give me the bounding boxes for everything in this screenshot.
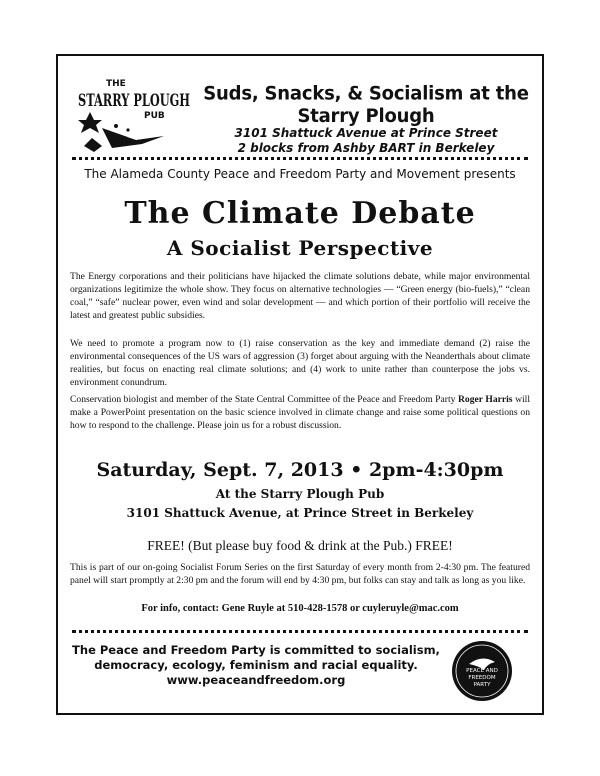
divider-top — [72, 157, 528, 160]
svg-text:PARTY: PARTY — [473, 682, 491, 688]
svg-text:STARRY PLOUGH: STARRY PLOUGH — [78, 91, 190, 111]
starry-plough-logo — [72, 76, 196, 154]
paragraph-intro: The Energy corporations and their politicians have hijacked the climate solutions debate, while major environmental organizations legitimize the whole show. They focus on alternative technologies — “Green energy (bio-fuels),” “clean coal,” “safe” nuclear power, even wind and solar development — and which portion of their portfolio will receive the latest and greatest public subsidies. — [70, 271, 530, 321]
svg-text:PEACE AND: PEACE AND — [466, 668, 498, 674]
speaker-name: Roger Harris — [457, 394, 513, 405]
header-directions: 2 blocks from Ashby BART in Berkeley — [237, 141, 495, 155]
event-title: The Climate Debate — [124, 196, 476, 231]
event-address: 3101 Shattuck Avenue, at Prince Street in Berkeley — [126, 506, 474, 520]
speaker-description-text: will make a PowerPoint presentation on the basic science involved in climate change and raise some political questions on how to respond to the challenge. Please join us for a robust discussion. — [70, 394, 530, 431]
paragraph-program: We need to promote a program now to (1) raise conservation as the key and immediate demand (2) raise the environmental consequences of the US wars of aggression (3) forget about arguing with the Neanderthals about climate realities, but focus on enacting real climate solutions; and (4) work to unite rather than counterpose the jobs vs. environment conundrum. — [70, 338, 530, 388]
footer-line-1: The Peace and Freedom Party is committed to socialism, — [72, 643, 440, 657]
presenter-line: The Alameda County Peace and Freedom Party and Movement presents — [84, 167, 516, 181]
footer-line-2: democracy, ecology, feminism and racial equality. — [94, 658, 418, 672]
header-block — [196, 84, 536, 156]
footer-statement — [66, 643, 446, 688]
header-address: 3101 Shattuck Avenue at Prince Street — [234, 126, 498, 140]
speaker-intro-text: Conservation biologist and member of the State Central Committee of the Peace and Freedom Party — [70, 394, 458, 405]
header-title: Suds, Snacks, & Socialism at the Starry Plough — [203, 82, 529, 128]
event-venue: At the Starry Plough Pub — [215, 487, 385, 501]
contact-info: For info, contact: Gene Ruyle at 510-428-1578 or cuyleruyle@mac.com — [141, 603, 459, 614]
peace-and-freedom-seal — [451, 640, 513, 702]
free-admission-line: FREE! (But please buy food & drink at the Pub.) FREE! — [147, 538, 453, 553]
divider-bottom — [72, 630, 528, 633]
footer-url[interactable]: www.peaceandfreedom.org — [166, 673, 346, 687]
event-date-time: Saturday, Sept. 7, 2013 • 2pm-4:30pm — [96, 459, 504, 481]
event-subtitle: A Socialist Perspective — [166, 236, 434, 260]
paragraph-series-info: This is part of our on-going Socialist Forum Series on the first Saturday of every month from 2-4:30 pm. The featured panel will start promptly at 2:30 pm and the forum will end by 4:30 pm, but folks can stay and talk as long as you like. — [70, 562, 530, 586]
svg-text:PUB: PUB — [144, 111, 165, 121]
svg-text:THE: THE — [106, 79, 126, 89]
paragraph-speaker — [70, 393, 530, 432]
svg-text:FREEDOM: FREEDOM — [468, 675, 496, 681]
